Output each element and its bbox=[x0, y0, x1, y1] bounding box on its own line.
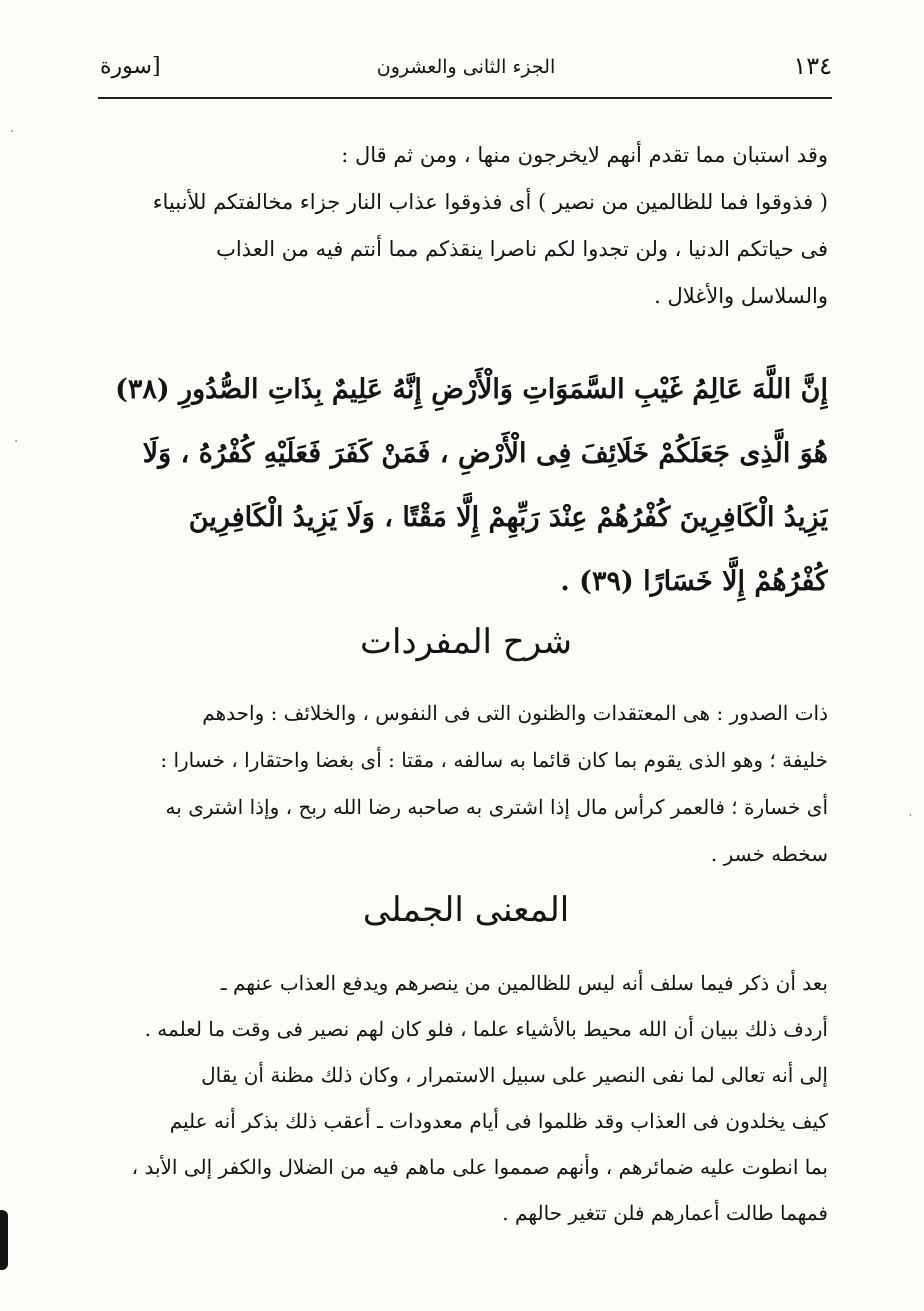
commentary-line: والسلاسل والأغلال . bbox=[654, 284, 828, 308]
meaning-block bbox=[104, 960, 828, 1236]
meaning-line: بما انطوت عليه ضمائرهم ، وأنهم صمموا على ماهم فيه من الضلال والكفر إلى الأبد ، bbox=[131, 1155, 828, 1179]
meaning-heading: المعنى الجملى bbox=[362, 890, 570, 930]
header-rule bbox=[98, 97, 832, 99]
surah-label: [سورة bbox=[100, 54, 161, 79]
verse-line: هُوَ الَّذِى جَعَلَكُمْ خَلَائِفَ فِى الْأَرْضِ ، فَمَنْ كَفَرَ فَعَلَيْهِ كُفْرُهُ ، وَلَا bbox=[142, 438, 828, 469]
commentary-line: وقد استبان مما تقدم أنهم لايخرجون منها ، ومن ثم قال : bbox=[341, 143, 828, 167]
margin-speck: ᐧ bbox=[10, 124, 14, 140]
glossary-line: أى خسارة ؛ فالعمر كرأس مال إذا اشترى به صاحبه رضا الله ربح ، وإذا اشترى به bbox=[165, 795, 828, 819]
margin-speck: ᐧ bbox=[14, 434, 18, 450]
vocabulary-heading: شرح المفردات bbox=[359, 622, 573, 662]
commentary-line: فى حياتكم الدنيا ، ولن تجدوا لكم ناصرا ينقذكم مما أنتم فيه من العذاب bbox=[216, 237, 828, 261]
commentary-block bbox=[104, 132, 828, 320]
verse-line: كُفْرُهُمْ إِلَّا خَسَارًا (٣٩) . bbox=[560, 566, 828, 597]
glossary-line: ذات الصدور : هى المعتقدات والظنون التى فى النفوس ، والخلائف : واحدهم bbox=[202, 701, 828, 725]
meaning-line: بعد أن ذكر فيما سلف أنه ليس للظالمين من ينصرهم ويدفع العذاب عنهم ـ bbox=[220, 971, 828, 995]
verse-line: يَزِيدُ الْكَافِرِينَ كُفْرُهُمْ عِنْدَ رَبِّهِمْ إِلَّا مَقْتًا ، وَلَا يَزِيدُ الْكَافِرِينَ bbox=[188, 502, 828, 533]
meaning-line: فمهما طالت أعمارهم فلن تتغير حالهم . bbox=[502, 1201, 828, 1225]
meaning-line: أردف ذلك ببيان أن الله محيط بالأشياء علما ، فلو كان لهم نصير فى وقت ما لعلمه . bbox=[144, 1017, 828, 1041]
running-title: الجزء الثانى والعشرون bbox=[376, 56, 556, 78]
margin-speck: ᐧ bbox=[908, 808, 912, 824]
meaning-line: إلى أنه تعالى لما نفى النصير على سبيل الاستمرار ، وكان ذلك مظنة أن يقال bbox=[201, 1063, 828, 1087]
glossary-line: خليفة ؛ وهو الذى يقوم بما كان قائما به سالفه ، مقتا : أى بغضا واحتقارا ، خسارا : bbox=[160, 748, 828, 772]
running-header bbox=[100, 52, 832, 92]
meaning-line: كيف يخلدون فى العذاب وقد ظلموا فى أيام معدودات ـ أعقب ذلك بذكر أنه عليم bbox=[169, 1109, 828, 1133]
glossary-line: سخطه خسر . bbox=[710, 842, 828, 866]
scan-edge-shadow bbox=[0, 1210, 8, 1270]
glossary-block bbox=[104, 690, 828, 878]
page-number: ١٣٤ bbox=[793, 52, 832, 80]
quran-verse-block bbox=[104, 358, 828, 614]
verse-line: إِنَّ اللَّهَ عَالِمُ غَيْبِ السَّمَوَاتِ وَالْأَرْضِ إِنَّهُ عَلِيمٌ بِذَاتِ الصُّدُورِ (٣٨) bbox=[115, 374, 828, 405]
commentary-line: ( فذوقوا فما للظالمين من نصير ) أى فذوقوا عذاب النار جزاء مخالفتكم للأنبياء bbox=[152, 190, 828, 214]
